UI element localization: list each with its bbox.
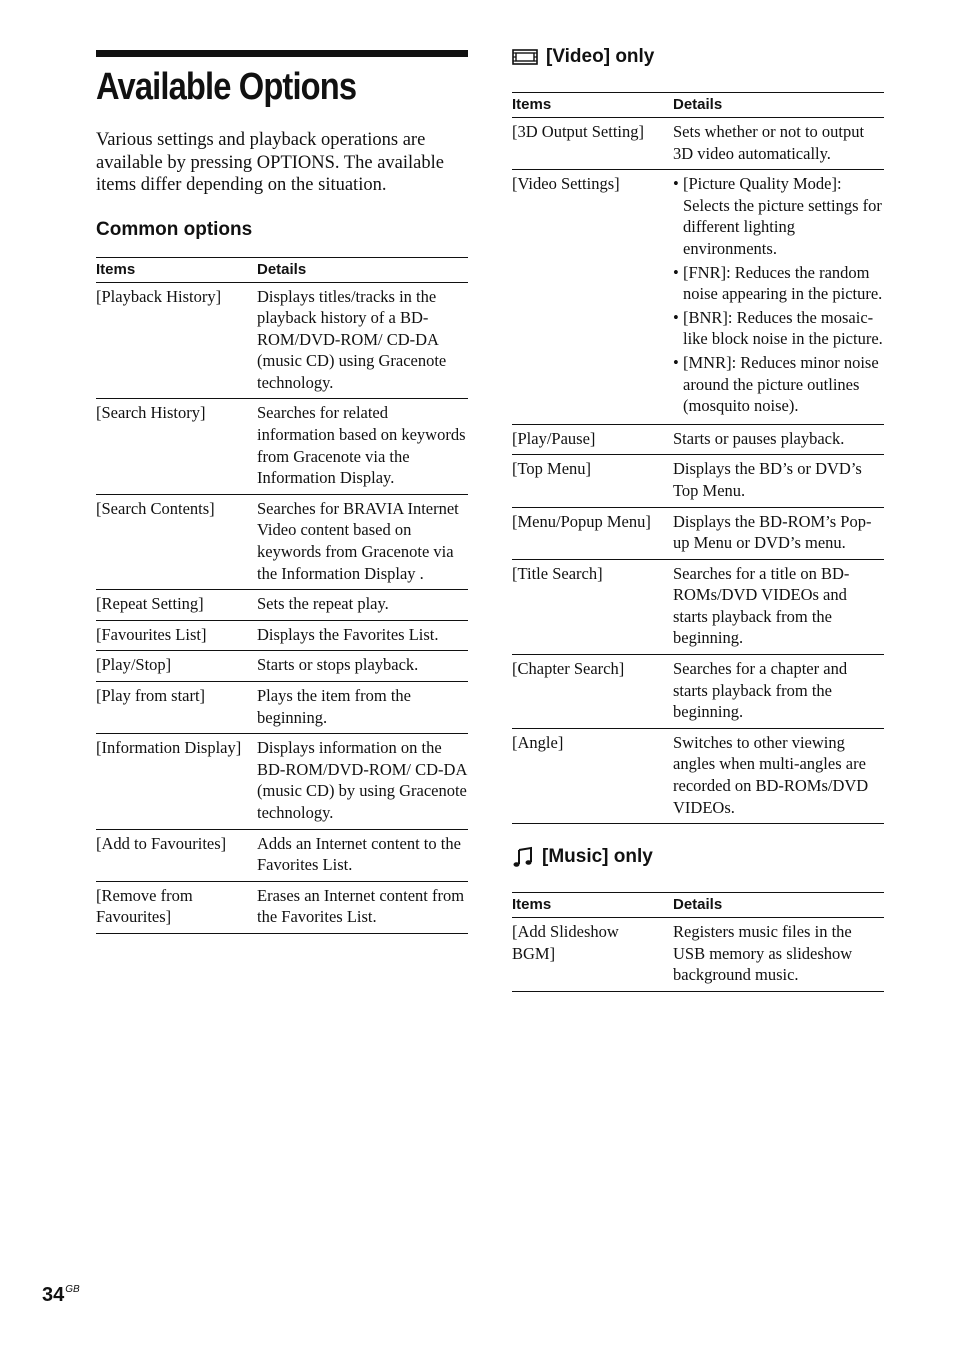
table-row xyxy=(96,651,468,682)
detail-cell: Registers music files in the USB memory as slideshow background music. xyxy=(673,918,884,992)
video-options-table xyxy=(512,92,884,824)
detail-cell: Erases an Internet content from the Favorites List. xyxy=(257,881,468,933)
item-cell: [Search Contents] xyxy=(96,494,257,589)
item-cell: [Play/Stop] xyxy=(96,651,257,682)
detail-cell: Switches to other viewing angles when multi-angles are recorded on BD-ROMs/DVD VIDEOs. xyxy=(673,728,884,823)
list-item: • [FNR]: Reduces the random noise appearing in the picture. xyxy=(673,262,884,305)
item-cell: [Chapter Search] xyxy=(512,655,673,729)
table-header-row xyxy=(512,893,884,918)
music-options-table xyxy=(512,892,884,992)
table-row xyxy=(512,655,884,729)
right-column xyxy=(512,44,884,992)
film-icon xyxy=(512,48,538,66)
item-cell: [Play from start] xyxy=(96,682,257,734)
page-number-value: 34 xyxy=(42,1284,65,1306)
table-row xyxy=(512,170,884,425)
common-options-heading: Common options xyxy=(96,218,253,240)
detail-cell: Adds an Internet content to the Favorites List. xyxy=(257,829,468,881)
page-number xyxy=(42,1284,80,1307)
detail-cell: Sets whether or not to output 3D video automatically. xyxy=(673,118,884,170)
item-cell: [Add to Favourites] xyxy=(96,829,257,881)
details-header: Details xyxy=(673,93,884,118)
table-row xyxy=(96,734,468,829)
item-cell: [Repeat Setting] xyxy=(96,590,257,621)
item-cell: [Top Menu] xyxy=(512,455,673,507)
item-cell: [Video Settings] xyxy=(512,170,673,425)
detail-cell: Searches for a chapter and starts playback from the beginning. xyxy=(673,655,884,729)
detail-cell xyxy=(673,170,884,425)
details-header: Details xyxy=(257,257,468,282)
page-number-suffix: GB xyxy=(65,1284,80,1295)
detail-cell: Displays the BD-ROM’s Pop-up Menu or DVD’s menu. xyxy=(673,507,884,559)
music-heading-label: [Music] only xyxy=(542,846,653,868)
item-cell: [Menu/Popup Menu] xyxy=(512,507,673,559)
item-cell: [Play/Pause] xyxy=(512,424,673,455)
video-heading-label: [Video] only xyxy=(546,46,655,67)
table-row xyxy=(96,590,468,621)
video-only-heading xyxy=(512,44,884,70)
item-cell: [Add Slideshow BGM] xyxy=(512,918,673,992)
table-header-row xyxy=(512,93,884,118)
list-item: • [BNR]: Reduces the mosaic-like block noise in the picture. xyxy=(673,307,884,350)
list-item: • [Picture Quality Mode]: Selects the picture settings for different lighting environments. xyxy=(673,173,884,259)
left-column xyxy=(96,50,468,934)
detail-cell: Displays titles/tracks in the playback history of a BD-ROM/DVD-ROM/ CD-DA (music CD) using Gracenote technology. xyxy=(257,282,468,399)
detail-cell: Searches for related information based on keywords from Gracenote via the Information Display. xyxy=(257,399,468,494)
item-cell: [Favourites List] xyxy=(96,620,257,651)
title-rule xyxy=(96,50,468,57)
table-row xyxy=(512,507,884,559)
item-cell: [Information Display] xyxy=(96,734,257,829)
item-cell: [3D Output Setting] xyxy=(512,118,673,170)
table-row xyxy=(96,399,468,494)
detail-cell: Displays information on the BD-ROM/DVD-ROM/ CD-DA (music CD) by using Gracenote technology. xyxy=(257,734,468,829)
music-note-icon xyxy=(512,846,534,868)
item-cell: [Playback History] xyxy=(96,282,257,399)
item-cell: [Title Search] xyxy=(512,559,673,654)
common-options-table xyxy=(96,257,468,934)
table-row xyxy=(512,559,884,654)
table-row xyxy=(96,881,468,933)
detail-cell: Displays the Favorites List. xyxy=(257,620,468,651)
page-title: Available Options xyxy=(96,66,357,108)
table-row xyxy=(96,620,468,651)
detail-cell: Starts or pauses playback. xyxy=(673,424,884,455)
detail-cell: Sets the repeat play. xyxy=(257,590,468,621)
intro-paragraph: Various settings and playback operations are available by pressing OPTIONS. The available items differ depending on the situation. xyxy=(96,130,444,195)
detail-cell: Plays the item from the beginning. xyxy=(257,682,468,734)
item-cell: [Angle] xyxy=(512,728,673,823)
details-header: Details xyxy=(673,893,884,918)
items-header: Items xyxy=(512,893,673,918)
table-row xyxy=(512,918,884,992)
detail-cell: Starts or stops playback. xyxy=(257,651,468,682)
table-row xyxy=(512,424,884,455)
detail-cell: Displays the BD’s or DVD’s Top Menu. xyxy=(673,455,884,507)
table-row xyxy=(512,455,884,507)
item-cell: [Remove from Favourites] xyxy=(96,881,257,933)
table-row xyxy=(96,829,468,881)
table-header-row xyxy=(96,257,468,282)
detail-cell: Searches for BRAVIA Internet Video content based on keywords from Gracenote via the Information Display . xyxy=(257,494,468,589)
video-settings-bullets xyxy=(673,173,884,417)
table-row xyxy=(512,728,884,823)
item-cell: [Search History] xyxy=(96,399,257,494)
list-item: • [MNR]: Reduces minor noise around the picture outlines (mosquito noise). xyxy=(673,352,884,417)
detail-cell: Searches for a title on BD-ROMs/DVD VIDEOs and starts playback from the beginning. xyxy=(673,559,884,654)
table-row xyxy=(96,494,468,589)
table-row xyxy=(512,118,884,170)
items-header: Items xyxy=(96,257,257,282)
table-row xyxy=(96,282,468,399)
music-only-heading xyxy=(512,844,884,870)
table-row xyxy=(96,682,468,734)
items-header: Items xyxy=(512,93,673,118)
